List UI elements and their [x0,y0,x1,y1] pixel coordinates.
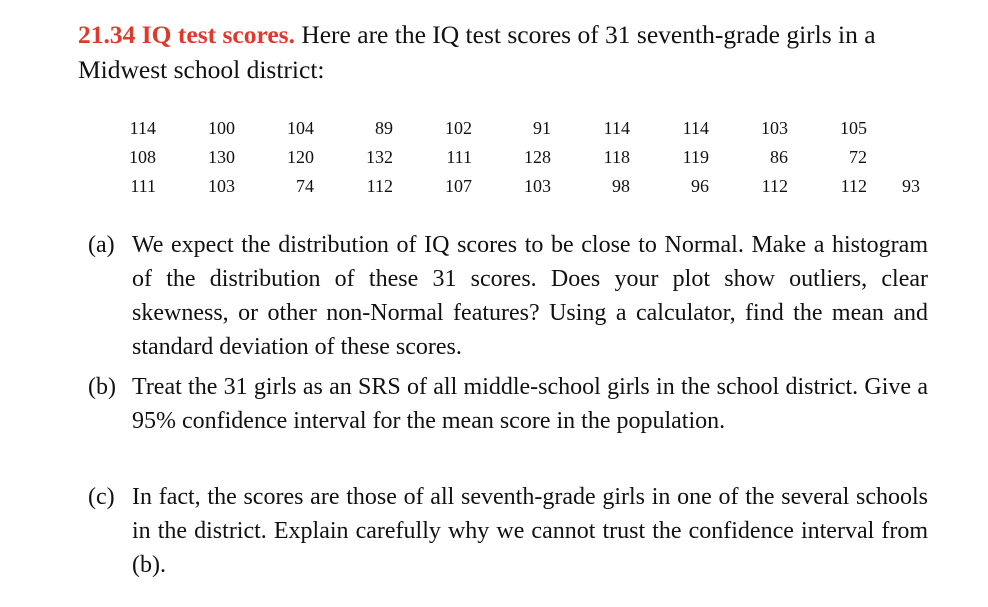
score-value: 105 [840,118,867,138]
question-c-text: In fact, the scores are those of all seventh-grade girls in one of the several schools in the district. Explain carefully why we cannot trust the confidence interval from (b). [132,484,928,578]
score-value: 102 [445,118,472,138]
score-value: 114 [603,118,630,138]
score-value: 112 [366,176,393,196]
score-value: 98 [612,176,630,196]
score-value: 111 [130,176,156,196]
score-value: 89 [375,118,393,138]
scores-row [0,115,988,142]
question-a-text: We expect the distribution of IQ scores to be close to Normal. Make a histogram of the distribution of these 31 scores. Does your plot show outliers, clear skewness, or other non-Normal features? Using a calculator, find the mean and standard deviation of these scores. [132,232,928,360]
problem-intro-text: Here are the IQ test scores of 31 seventh-grade girls in a Midwest school district: [78,20,876,84]
score-value: 132 [366,147,393,167]
score-value: 108 [129,147,156,167]
score-value: 86 [770,147,788,167]
score-value: 118 [603,147,630,167]
score-value: 72 [849,147,867,167]
score-value: 128 [524,147,551,167]
score-value: 119 [682,147,709,167]
question-c-label: (c) [88,484,115,510]
question-a-label: (a) [88,232,115,258]
score-value: 103 [208,176,235,196]
score-value: 96 [691,176,709,196]
score-value: 114 [682,118,709,138]
score-value: 91 [533,118,551,138]
problem-intro [78,17,938,87]
scores-row [0,144,988,171]
score-value: 107 [445,176,472,196]
score-value: 130 [208,147,235,167]
scores-row [0,173,988,200]
score-value: 112 [840,176,867,196]
score-value: 103 [524,176,551,196]
score-value: 100 [208,118,235,138]
score-value: 111 [446,147,472,167]
question-b-text: Treat the 31 girls as an SRS of all middle-school girls in the school district. Give a 95% confidence interval for the mean score in the population. [132,374,928,434]
question-b-label: (b) [88,374,116,400]
score-value: 93 [902,176,920,196]
problem-label: 21.34 IQ test scores. [78,20,295,49]
score-value: 120 [287,147,314,167]
score-value: 112 [761,176,788,196]
score-value: 104 [287,118,314,138]
score-value: 114 [129,118,156,138]
score-value: 74 [296,176,314,196]
score-value: 103 [761,118,788,138]
